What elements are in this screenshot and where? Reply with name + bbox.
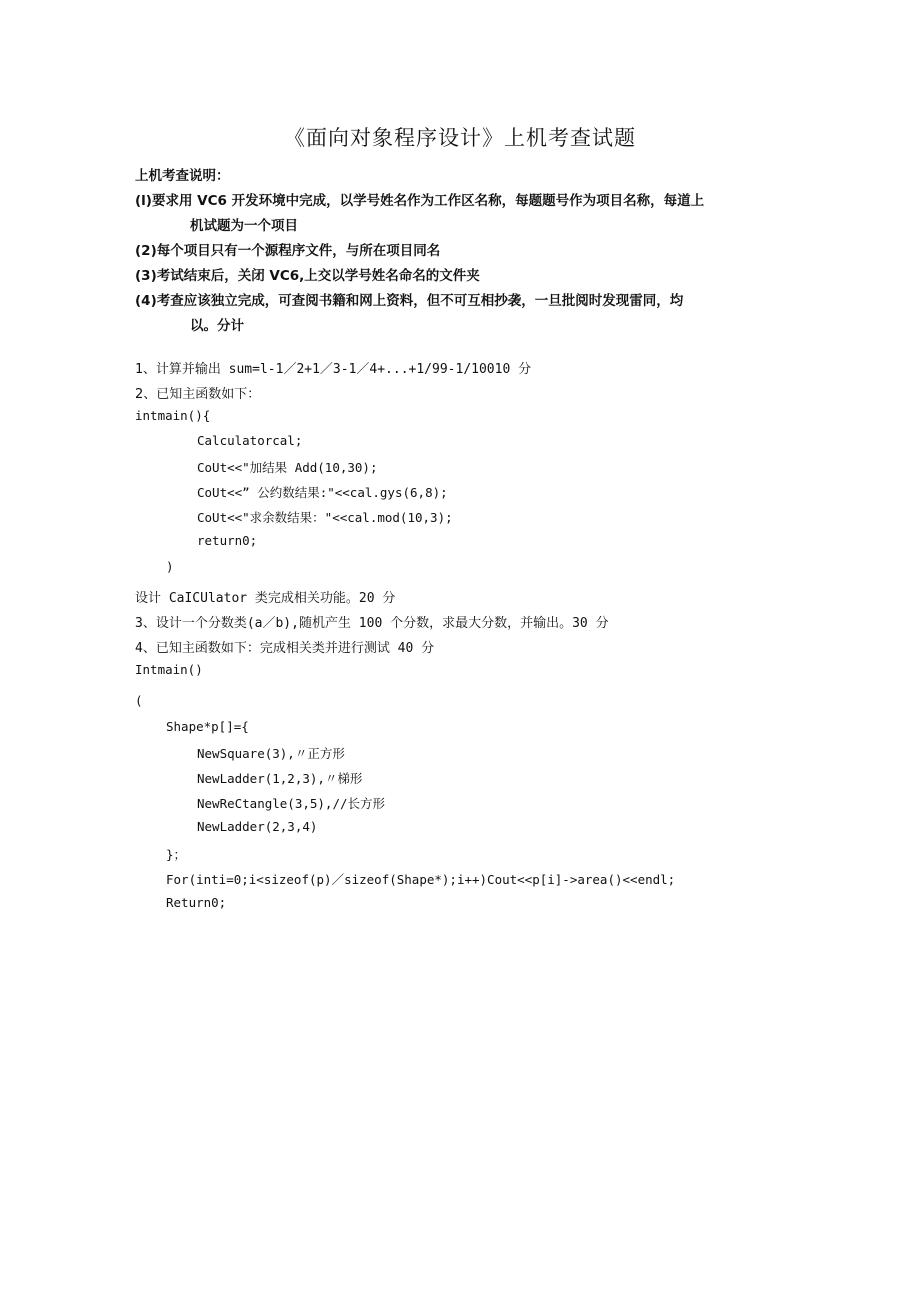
instructions-heading: 上机考查说明： <box>135 168 230 184</box>
code-line: NewLadder(2,3,4) <box>197 819 318 834</box>
code-line: NewReCtangle(3,5),//长方形 <box>197 796 386 811</box>
code-line: Shape*p[]={ <box>166 719 249 734</box>
instruction-item-4-cont: 以。分计 <box>190 318 244 334</box>
instruction-item-1-cont: 机试题为一个项目 <box>190 218 298 234</box>
instruction-item-3: (3)考试结束后，关闭 VC6,上交以学号姓名命名的文件夹 <box>135 268 480 284</box>
code-line: CoUt<<"加结果 Add(10,30); <box>197 460 378 475</box>
question-3: 3、设计一个分数类(a／b),随机产生 100 个分数，求最大分数，并输出。30 分 <box>135 616 609 631</box>
instruction-item-2: (2)每个项目只有一个源程序文件，与所在项目同名 <box>135 243 441 259</box>
code-line: }； <box>166 847 187 862</box>
code-line: Return0; <box>166 895 227 910</box>
page-title: 《面向对象程序设计》上机考查试题 <box>284 126 636 150</box>
code-line: NewSquare(3),〃正方形 <box>197 746 345 761</box>
code-line: CoUt<<” 公约数结果:"<<cal.gys(6,8); <box>197 485 448 500</box>
code-line: intmain(){ <box>135 408 211 423</box>
question-2-intro: 2、已知主函数如下： <box>135 387 261 402</box>
question-1: 1、计算并输出 sum=l-1／2+1／3-1／4+...+1/99-1/10010 分 <box>135 362 532 377</box>
instruction-item-4: (4)考查应该独立完成，可查阅书籍和网上资料，但不可互相抄袭，一旦批阅时发现雷同，均 <box>135 293 684 309</box>
instruction-item-1: (l)要求用 VC6 开发环境中完成，以学号姓名作为工作区名称，每题题号作为项目名称，每道上 <box>135 193 705 209</box>
code-line: ) <box>166 559 174 574</box>
code-line: Calculatorcal; <box>197 433 303 448</box>
code-line: For(inti=0;i<sizeof(p)／sizeof(Shape*);i++)Cout<<p[i]->area()<<endl; <box>166 872 676 887</box>
question-2-task: 设计 CaICUlator 类完成相关功能。20 分 <box>135 591 396 606</box>
code-line: NewLadder(1,2,3),〃梯形 <box>197 771 363 786</box>
code-line: Intmain() <box>135 662 203 677</box>
code-line: CoUt<<"求余数结果："<<cal.mod(10,3); <box>197 510 453 525</box>
question-4-intro: 4、已知主函数如下：完成相关类并进行测试 40 分 <box>135 641 435 656</box>
code-line: ( <box>135 693 143 708</box>
code-line: return0; <box>197 533 258 548</box>
